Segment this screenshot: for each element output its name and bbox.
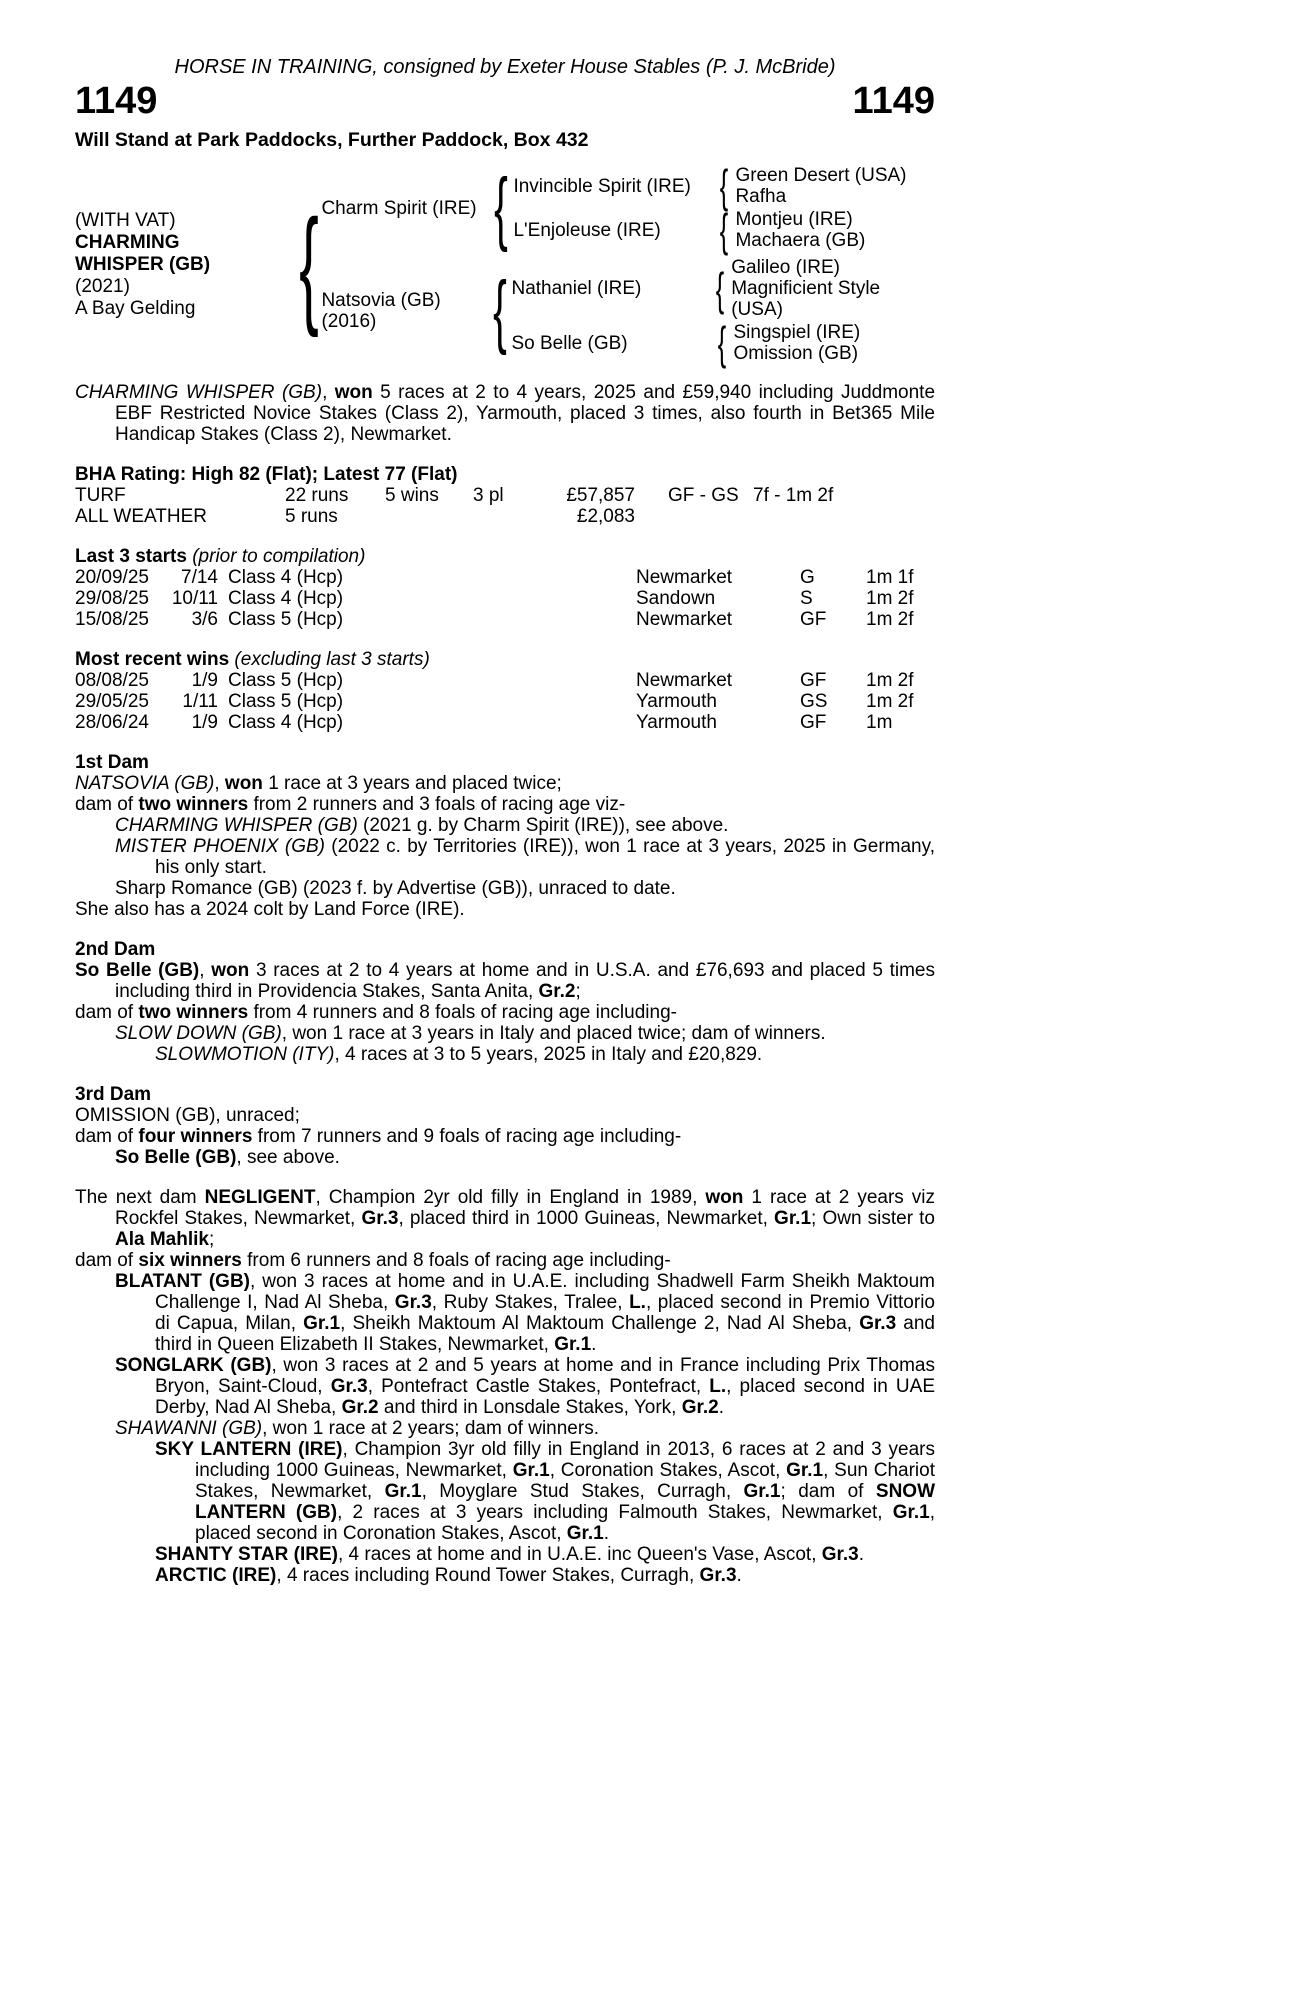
finish-position: 10/11 — [171, 588, 218, 609]
progeny-entry: ARCTIC (IRE), 4 races including Round Tower Stakes, Curragh, Gr.3. — [155, 1565, 742, 1586]
ancestor-name: Galileo (IRE) — [731, 257, 840, 278]
sire-dam-name: L'Enjoleuse (IRE) — [513, 219, 661, 241]
going-range: GF - GS — [668, 485, 739, 506]
finish-position: 1/9 — [191, 670, 218, 691]
dam-summary: So Belle (GB), won 3 races at 2 to 4 years at home and in U.S.A. and £76,693 and placed 5 times including third in Providencia Stakes, Santa Anita, Gr.2; — [75, 960, 935, 1002]
sire-branch — [321, 160, 935, 256]
race-date: 28/06/24 — [75, 712, 149, 733]
going: G — [800, 567, 815, 588]
earnings-value: £2,083 — [576, 506, 635, 527]
race-class: Class 5 (Hcp) — [228, 609, 344, 630]
section-heading: 1st Dam — [75, 752, 149, 773]
section-heading: 2nd Dam — [75, 939, 156, 960]
racecourse: Newmarket — [636, 670, 733, 691]
progeny-entry: MISTER PHOENIX (GB) (2022 c. by Territories (IRE)), won 1 race at 3 years, 2025 in Germany, his only start. — [115, 836, 935, 878]
progeny-entry: So Belle (GB), see above. — [115, 1147, 340, 1168]
form-row — [75, 691, 935, 712]
pedigree-table — [75, 160, 935, 369]
race-class: Class 5 (Hcp) — [228, 691, 344, 712]
dam-dam-branch — [511, 317, 935, 369]
great-grandparents — [735, 165, 906, 207]
stand-location: Will Stand at Park Paddocks, Further Paddock, Box 432 — [75, 129, 589, 151]
ancestor-name: Montjeu (IRE) — [735, 209, 853, 230]
dam-produce-line: dam of six winners from 6 runners and 8 foals of racing age including- — [75, 1250, 671, 1271]
pedigree-brace: { — [716, 262, 725, 315]
dam-branch — [321, 257, 935, 369]
racecourse: Newmarket — [636, 609, 733, 630]
racecourse: Yarmouth — [636, 691, 717, 712]
bha-rating-section — [75, 464, 935, 527]
race-date: 29/05/25 — [75, 691, 149, 712]
sire-dam-branch — [513, 204, 906, 256]
recent-wins-heading: Most recent wins (excluding last 3 starts) — [75, 649, 430, 670]
pedigree-brace: { — [492, 264, 507, 356]
progeny-entry: SONGLARK (GB), won 3 races at 2 and 5 years at home and in France including Prix Thomas Bryon, Saint-Cloud, Gr.3, Pontefract Castle Stakes, Pontefract, L., placed second in UAE Derby, Nad Al Sheba, Gr.2 and third in Lonsdale Stakes, York, Gr.2. — [115, 1355, 935, 1418]
ancestor-name: Omission (GB) — [733, 343, 859, 364]
distance: 1m 2f — [866, 588, 914, 609]
racecourse: Newmarket — [636, 567, 733, 588]
next-dam-summary: The next dam NEGLIGENT, Champion 2yr old filly in England in 1989, won 1 race at 2 years viz Rockfel Stakes, Newmarket, Gr.3, placed third in 1000 Guineas, Newmarket, Gr.1; Own sister to Ala Mahlik; — [75, 1187, 936, 1250]
section-heading: 3rd Dam — [75, 1084, 152, 1105]
dam-sire-name: Nathaniel (IRE) — [511, 278, 642, 299]
lot-number-left: 1149 — [75, 80, 158, 122]
last-starts-section — [75, 546, 935, 630]
pedigree-brace: { — [720, 204, 729, 256]
wins-value — [385, 506, 473, 527]
second-dam-section — [75, 939, 935, 1065]
race-date: 29/08/25 — [75, 588, 149, 609]
finish-position: 1/9 — [191, 712, 218, 733]
distance: 1m 2f — [866, 691, 914, 712]
horse-year: (2021) — [75, 275, 130, 297]
dam-year: (2016) — [321, 310, 377, 332]
form-row — [75, 588, 935, 609]
pedigree-generation-1 — [321, 160, 935, 369]
race-date: 08/08/25 — [75, 670, 149, 691]
bha-row-all-weather — [75, 506, 935, 527]
page-content — [75, 56, 935, 1586]
progeny-entry: SLOWMOTION (ITY), 4 races at 3 to 5 years, 2025 in Italy and £20,829. — [155, 1044, 763, 1065]
finish-position: 7/14 — [181, 567, 218, 588]
race-class: Class 4 (Hcp) — [228, 712, 344, 733]
great-grandparents — [731, 257, 935, 320]
ancestor-name: Singspiel (IRE) — [733, 322, 861, 343]
pedigree-brace: { — [298, 191, 319, 338]
vat-note: (WITH VAT) — [75, 209, 176, 231]
dam-produce-line: dam of two winners from 4 runners and 8 foals of racing age including- — [75, 1002, 677, 1023]
form-row — [75, 567, 935, 588]
racecourse: Yarmouth — [636, 712, 717, 733]
runs-value: 22 runs — [285, 485, 349, 506]
next-dam-section — [75, 1187, 935, 1586]
race-record-summary: CHARMING WHISPER (GB), won 5 races at 2 to 4 years, 2025 and £59,940 including Juddmonte EBF Restricted Novice Stakes (Class 2), Yarmouth, placed 3 times, also fourth in Bet365 Mile Handicap Stakes (Class 2), Newmarket. — [75, 382, 936, 445]
surface-label: ALL WEATHER — [75, 506, 207, 527]
ancestor-name: Machaera (GB) — [735, 230, 866, 251]
pedigree-brace: { — [720, 160, 729, 212]
dam-name-block — [321, 290, 487, 332]
placed-value — [473, 506, 563, 527]
surface-label: TURF — [75, 485, 126, 506]
horse-name: CHARMING WHISPER (GB) — [75, 231, 211, 275]
progeny-entry: SHANTY STAR (IRE), 4 races at home and in U.A.E. inc Queen's Vase, Ascot, Gr.3. — [155, 1544, 865, 1565]
racecourse: Sandown — [636, 588, 716, 609]
dam-name: Natsovia (GB) — [321, 289, 441, 311]
finish-position: 1/11 — [182, 691, 218, 712]
dam-summary: OMISSION (GB), unraced; — [75, 1105, 300, 1126]
bha-row-turf — [75, 485, 935, 506]
sire-name: Charm Spirit (IRE) — [321, 197, 477, 219]
last-starts-heading: Last 3 starts (prior to compilation) — [75, 546, 366, 567]
distance-range: 7f - 1m 2f — [753, 485, 834, 506]
distance: 1m 1f — [866, 567, 914, 588]
pedigree-brace: { — [718, 317, 727, 369]
dam-summary: NATSOVIA (GB), won 1 race at 3 years and placed twice; — [75, 773, 562, 794]
race-class: Class 4 (Hcp) — [228, 588, 344, 609]
going-range — [635, 506, 753, 527]
form-row — [75, 712, 935, 733]
ancestor-name: Rafha — [735, 186, 787, 207]
going: GF — [800, 712, 827, 733]
great-grandparents — [735, 209, 865, 251]
progeny-entry: Sharp Romance (GB) (2023 f. by Advertise (GB)), unraced to date. — [115, 878, 676, 899]
runs-value: 5 runs — [285, 506, 338, 527]
race-date: 15/08/25 — [75, 609, 149, 630]
sire-sire-name: Invincible Spirit (IRE) — [513, 175, 691, 197]
form-row — [75, 670, 935, 691]
going: S — [800, 588, 813, 609]
wins-value: 5 wins — [385, 485, 439, 506]
race-class: Class 4 (Hcp) — [228, 567, 344, 588]
lot-row — [75, 80, 935, 122]
ancestor-name: Green Desert (USA) — [735, 165, 907, 186]
pedigree-subject — [75, 210, 296, 320]
lot-number-right: 1149 — [852, 80, 935, 122]
distance-range — [753, 506, 935, 527]
dam-dam-name: So Belle (GB) — [511, 332, 628, 354]
consignor-line: HORSE IN TRAINING, consigned by Exeter House Stables (P. J. McBride) — [174, 56, 836, 78]
race-class: Class 5 (Hcp) — [228, 670, 344, 691]
dam-sire-branch — [511, 257, 935, 320]
sire-sire-branch — [513, 160, 907, 212]
first-dam-section — [75, 752, 935, 920]
bha-rating-heading: BHA Rating: High 82 (Flat); Latest 77 (Flat) — [75, 464, 458, 485]
form-row — [75, 609, 935, 630]
distance: 1m 2f — [866, 670, 914, 691]
race-date: 20/09/25 — [75, 567, 149, 588]
distance: 1m — [866, 712, 893, 733]
finish-position: 3/6 — [191, 609, 218, 630]
progeny-entry: CHARMING WHISPER (GB) (2021 g. by Charm Spirit (IRE)), see above. — [115, 815, 729, 836]
horse-description: A Bay Gelding — [75, 297, 196, 319]
going: GS — [800, 691, 828, 712]
earnings-value: £57,857 — [566, 485, 635, 506]
distance: 1m 2f — [866, 609, 914, 630]
third-dam-section — [75, 1084, 935, 1168]
progeny-entry: BLATANT (GB), won 3 races at home and in U.A.E. including Shadwell Farm Sheikh Maktoum Challenge I, Nad Al Sheba, Gr.3, Ruby Stakes, Tralee, L., placed second in Premio Vittorio di Capua, Milan, Gr.1, Sheikh Maktoum Al Maktoum Challenge 2, Nad Al Sheba, Gr.3 and third in Queen Elizabeth II Stakes, Newmarket, Gr.1. — [115, 1271, 935, 1355]
additional-note: She also has a 2024 colt by Land Force (IRE). — [75, 899, 465, 920]
going: GF — [800, 670, 827, 691]
sire-parents — [513, 160, 907, 256]
dam-produce-line: dam of four winners from 7 runners and 9 foals of racing age including- — [75, 1126, 682, 1147]
dam-parents — [511, 257, 935, 369]
progeny-entry: SLOW DOWN (GB), won 1 race at 3 years in Italy and placed twice; dam of winners. — [115, 1023, 826, 1044]
placed-value: 3 pl — [473, 485, 504, 506]
recent-wins-section — [75, 649, 935, 733]
pedigree-brace: { — [494, 162, 509, 253]
going: GF — [800, 609, 827, 630]
dam-produce-line: dam of two winners from 2 runners and 3 foals of racing age viz- — [75, 794, 626, 815]
progeny-entry: SHAWANNI (GB), won 1 race at 2 years; dam of winners. — [115, 1418, 599, 1439]
progeny-entry: SKY LANTERN (IRE), Champion 3yr old filly in England in 2013, 6 races at 2 and 3 years including 1000 Guineas, Newmarket, Gr.1, Coronation Stakes, Ascot, Gr.1, Sun Chariot Stakes, Newmarket, Gr.1, Moyglare Stud Stakes, Curragh, Gr.1; dam of SNOW LANTERN (GB), 2 races at 3 years including Falmouth Stakes, Newmarket, Gr.1, placed second in Coronation Stakes, Ascot, Gr.1. — [155, 1439, 936, 1544]
ancestor-name: Magnificient Style (USA) — [731, 278, 881, 320]
great-grandparents — [733, 322, 860, 364]
